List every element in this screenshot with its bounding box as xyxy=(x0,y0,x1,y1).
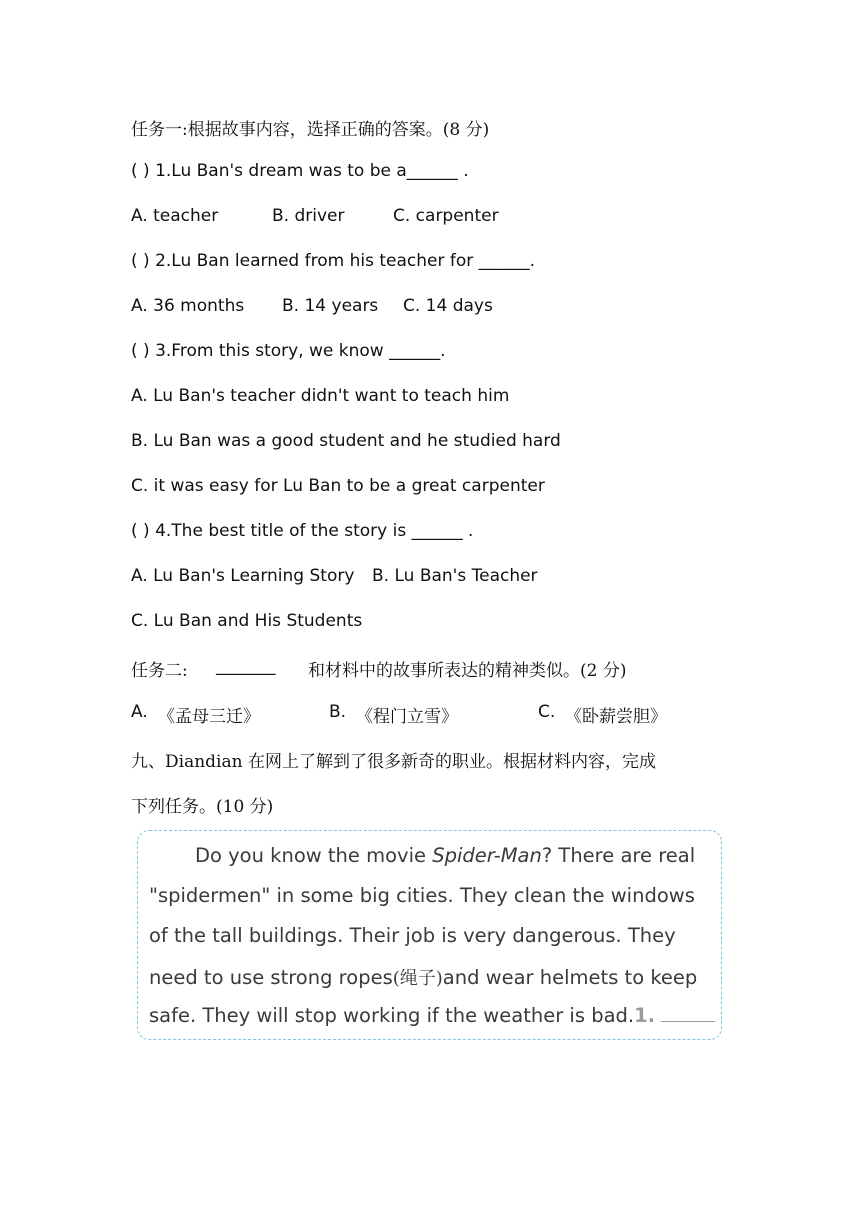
section9-intro-line1: 九、Diandian 在网上了解到了很多新奇的职业。根据材料内容，完成 xyxy=(131,752,656,772)
answer-blank-line[interactable] xyxy=(661,1019,715,1022)
task2-option-b-label: B. xyxy=(329,702,347,722)
q3-option-b: B. Lu Ban was a good student and he studied hard xyxy=(131,431,561,451)
q4-option-b: B. Lu Ban's Teacher xyxy=(372,566,538,586)
task2-option-b: 《程门立雪》 xyxy=(356,707,458,727)
q4-option-c: C. Lu Ban and His Students xyxy=(131,611,363,631)
passage-line-1 xyxy=(195,844,695,867)
movie-title: Spider-Man xyxy=(432,844,542,867)
q4-option-a: A. Lu Ban's Learning Story xyxy=(131,566,355,586)
q1-option-a: A. teacher xyxy=(131,206,219,226)
section9-intro-line2: 下列任务。(10 分) xyxy=(131,797,274,817)
task2-prefix: 任务二: xyxy=(131,661,188,681)
passage-line-4 xyxy=(149,964,697,990)
passage-line-3: of the tall buildings. Their job is very dangerous. They xyxy=(149,924,676,947)
task1-heading: 任务一:根据故事内容，选择正确的答案。(8 分) xyxy=(131,120,490,140)
passage-line-2: "spidermen" in some big cities. They clean the windows xyxy=(149,884,695,907)
task2-option-c: 《卧薪尝胆》 xyxy=(565,707,667,727)
q3-option-a: A. Lu Ban's teacher didn't want to teach him xyxy=(131,386,510,406)
q3-option-c: C. it was easy for Lu Ban to be a great carpenter xyxy=(131,476,545,496)
rope-gloss: (绳子) xyxy=(392,968,443,989)
passage-line-5 xyxy=(149,1004,715,1027)
passage-line-5-text: safe. They will stop working if the weather is bad. xyxy=(149,1004,635,1027)
passage-line-1-end: ? There are real xyxy=(541,844,696,867)
task2-blank: _______ xyxy=(216,656,276,676)
q1-option-b: B. driver xyxy=(272,206,345,226)
task2-option-a: 《孟母三迁》 xyxy=(158,707,260,727)
q1-option-c: C. carpenter xyxy=(393,206,499,226)
question-4: ( ) 4.The best title of the story is ______ . xyxy=(131,521,474,541)
task2-text: 和材料中的故事所表达的精神类似。(2 分) xyxy=(308,661,627,681)
question-2: ( ) 2.Lu Ban learned from his teacher for ______. xyxy=(131,251,536,271)
task2-option-c-label: C. xyxy=(538,702,556,722)
question-3: ( ) 3.From this story, we know ______. xyxy=(131,341,446,361)
task2-option-a-label: A. xyxy=(131,702,148,722)
answer-blank-number: 1. xyxy=(634,1004,656,1027)
q2-option-b: B. 14 years xyxy=(282,296,379,316)
passage-line-4-start: need to use strong ropes xyxy=(149,966,393,989)
q2-option-a: A. 36 months xyxy=(131,296,245,316)
question-1: ( ) 1.Lu Ban's dream was to be a______ . xyxy=(131,161,469,181)
passage-line-1-start: Do you know the movie xyxy=(195,844,433,867)
q2-option-c: C. 14 days xyxy=(403,296,493,316)
passage-line-4-end: and wear helmets to keep xyxy=(442,966,698,989)
